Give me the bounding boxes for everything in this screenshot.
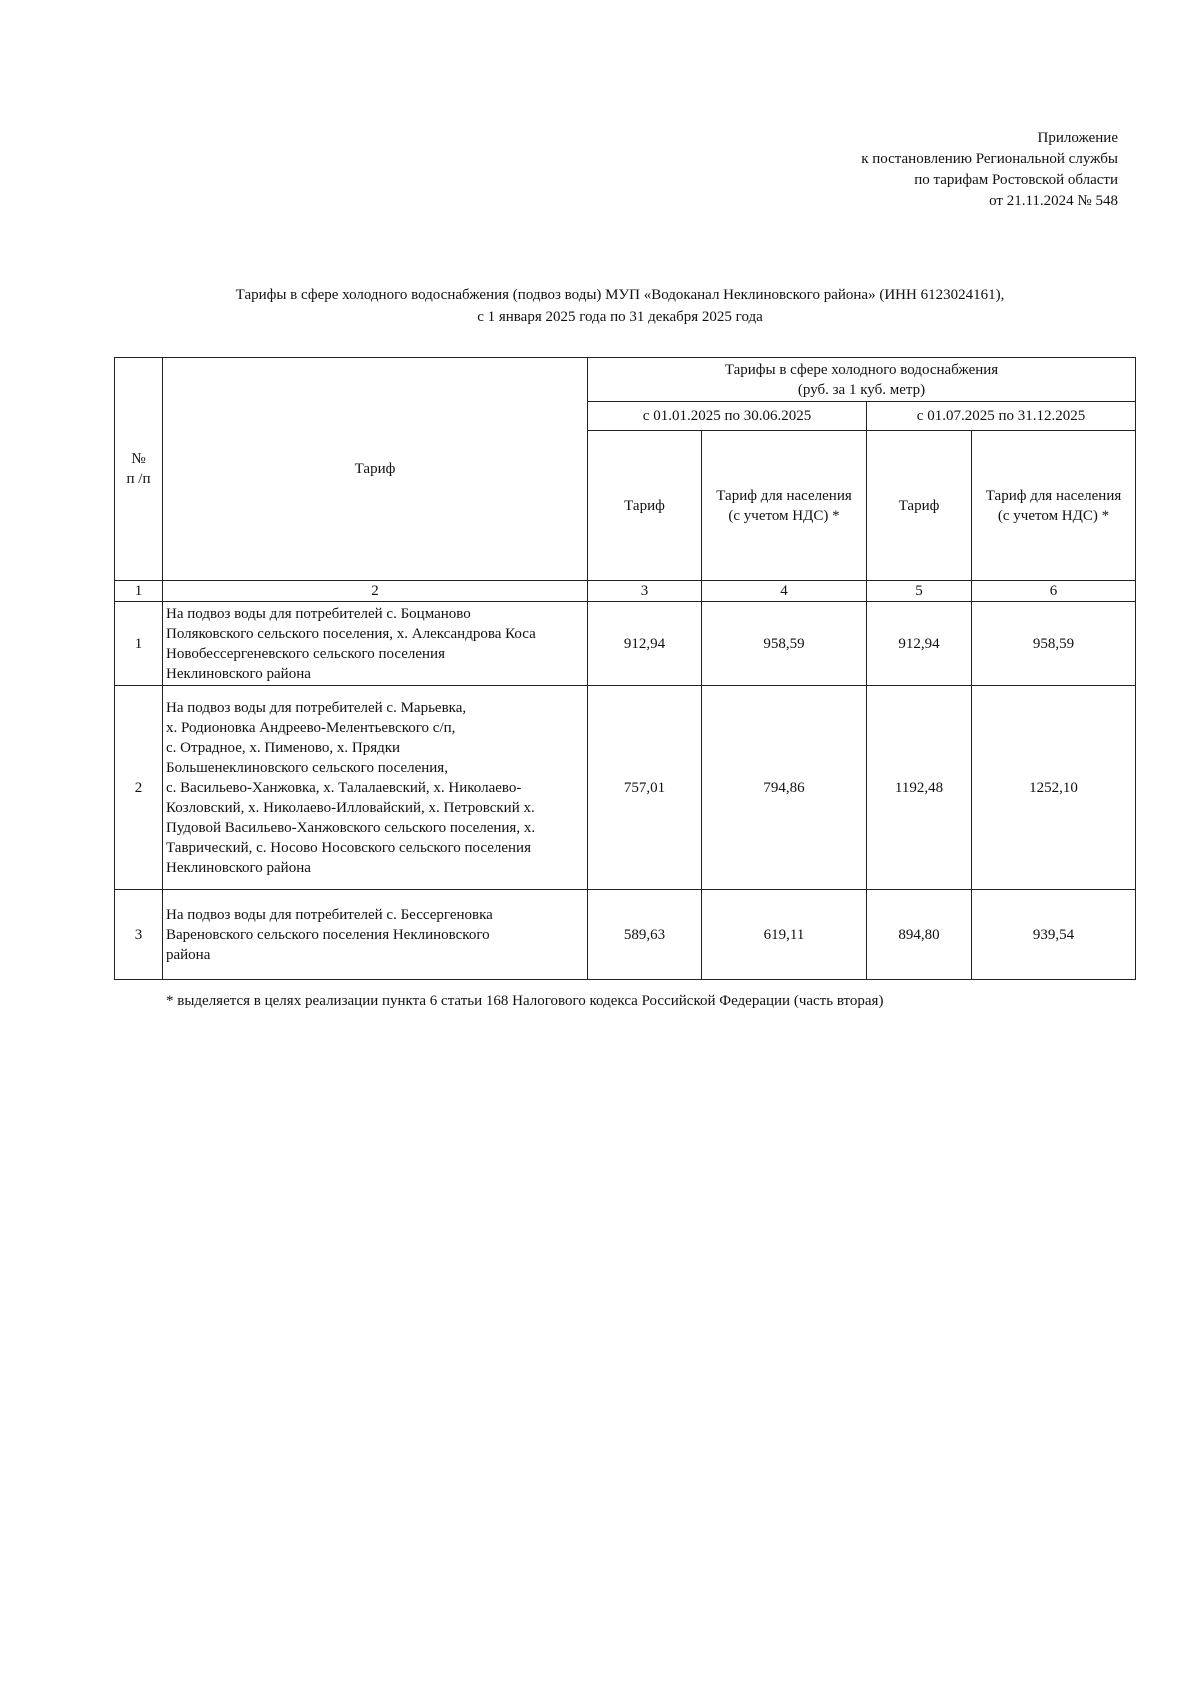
tariff-h1: 912,94: [588, 602, 702, 686]
header-tariff-col-2: Тариф: [867, 431, 972, 581]
table-row: [115, 686, 1136, 890]
column-numbers-row: [115, 581, 1136, 602]
row-description-line: Неклиновского района: [166, 859, 311, 876]
appendix-block: [861, 128, 1118, 212]
appendix-line-3: по тарифам Ростовской области: [914, 172, 1118, 188]
col-number: 1: [115, 581, 163, 602]
population-tariff-h2: 1252,10: [972, 686, 1136, 890]
appendix-line-2: к постановлению Региональной службы: [861, 151, 1118, 167]
table-row: [115, 602, 1136, 686]
title-line-1: Тарифы в сфере холодного водоснабжения (подвоз воды) МУП «Водоканал Неклиновского района» (ИНН 6123024161),: [235, 287, 1005, 303]
row-number: 1: [115, 602, 163, 686]
title-line-2: с 1 января 2025 года по 31 декабря 2025 года: [477, 309, 763, 325]
footnote: * выделяется в целях реализации пункта 6 статьи 168 Налогового кодекса Российской Федерации (часть вторая): [166, 993, 884, 1009]
col-number: 6: [972, 581, 1136, 602]
row-description-line: Новобессергеневского сельского поселения: [166, 645, 445, 662]
header-tariff-col-1: Тариф: [588, 431, 702, 581]
header-group: [588, 358, 1136, 402]
tariff-h1: 757,01: [588, 686, 702, 890]
tariff-h1: 589,63: [588, 890, 702, 980]
row-description-line: х. Родионовка Андреево-Мелентьевского с/п,: [166, 719, 456, 736]
header-period-1: с 01.01.2025 по 30.06.2025: [588, 402, 867, 431]
header-num: [115, 358, 163, 581]
col-number: 5: [867, 581, 972, 602]
population-tariff-h1: 794,86: [702, 686, 867, 890]
appendix-line-4: от 21.11.2024 № 548: [989, 193, 1118, 209]
row-description-line: Вареновского сельского поселения Неклиновского: [166, 926, 490, 943]
population-tariff-h2: 939,54: [972, 890, 1136, 980]
population-tariff-h2: 958,59: [972, 602, 1136, 686]
col-number: 2: [163, 581, 588, 602]
appendix-line-1: Приложение: [1037, 130, 1118, 146]
col-number: 3: [588, 581, 702, 602]
header-tariff: Тариф: [163, 358, 588, 581]
header-pop-1-line-2: (с учетом НДС) *: [728, 507, 840, 524]
row-description-line: с. Отрадное, х. Пименово, х. Прядки: [166, 739, 401, 756]
tariff-h2: 912,94: [867, 602, 972, 686]
row-description-line: Неклиновского района: [166, 665, 311, 682]
row-description-line: На подвоз воды для потребителей с. Боцманово: [166, 605, 471, 622]
row-number: 3: [115, 890, 163, 980]
col-number: 4: [702, 581, 867, 602]
row-description-line: На подвоз воды для потребителей с. Марьевка,: [166, 699, 467, 716]
row-description-line: района: [166, 946, 211, 963]
header-pop-col-2: [972, 431, 1136, 581]
population-tariff-h1: 619,11: [702, 890, 867, 980]
header-group-line-2: (руб. за 1 куб. метр): [797, 381, 926, 398]
header-pop-2-line-2: (с учетом НДС) *: [997, 507, 1110, 524]
row-description-line: На подвоз воды для потребителей с. Бессергеновка: [166, 906, 493, 923]
population-tariff-h1: 958,59: [702, 602, 867, 686]
header-group-line-1: Тарифы в сфере холодного водоснабжения: [724, 361, 999, 378]
document-title: [0, 284, 1200, 328]
header-pop-1-line-1: Тариф для населения: [716, 487, 852, 504]
row-description-line: с. Васильево-Ханжовка, х. Талалаевский, х. Николаево-: [166, 779, 522, 796]
tariff-h2: 894,80: [867, 890, 972, 980]
tariff-h2: 1192,48: [867, 686, 972, 890]
header-period-2: с 01.07.2025 по 31.12.2025: [867, 402, 1136, 431]
row-description: [163, 686, 588, 890]
tariff-table: [114, 357, 1136, 980]
header-pop-2-line-1: Тариф для населения: [985, 487, 1122, 504]
header-num-line-2: п /п: [126, 471, 151, 487]
row-description: [163, 602, 588, 686]
row-description-line: Пудовой Васильево-Ханжовского сельского поселения, х.: [166, 819, 536, 836]
row-description-line: Поляковского сельского поселения, х. Александрова Коса: [166, 625, 536, 642]
row-description: [163, 890, 588, 980]
row-description-line: Таврический, с. Носово Носовского сельского поселения: [166, 839, 531, 856]
table-row: [115, 890, 1136, 980]
row-description-line: Козловский, х. Николаево-Илловайский, х. Петровский х.: [166, 799, 535, 816]
header-num-line-1: №: [131, 451, 146, 467]
header-pop-col-1: [702, 431, 867, 581]
row-description-line: Большенеклиновского сельского поселения,: [166, 759, 448, 776]
row-number: 2: [115, 686, 163, 890]
